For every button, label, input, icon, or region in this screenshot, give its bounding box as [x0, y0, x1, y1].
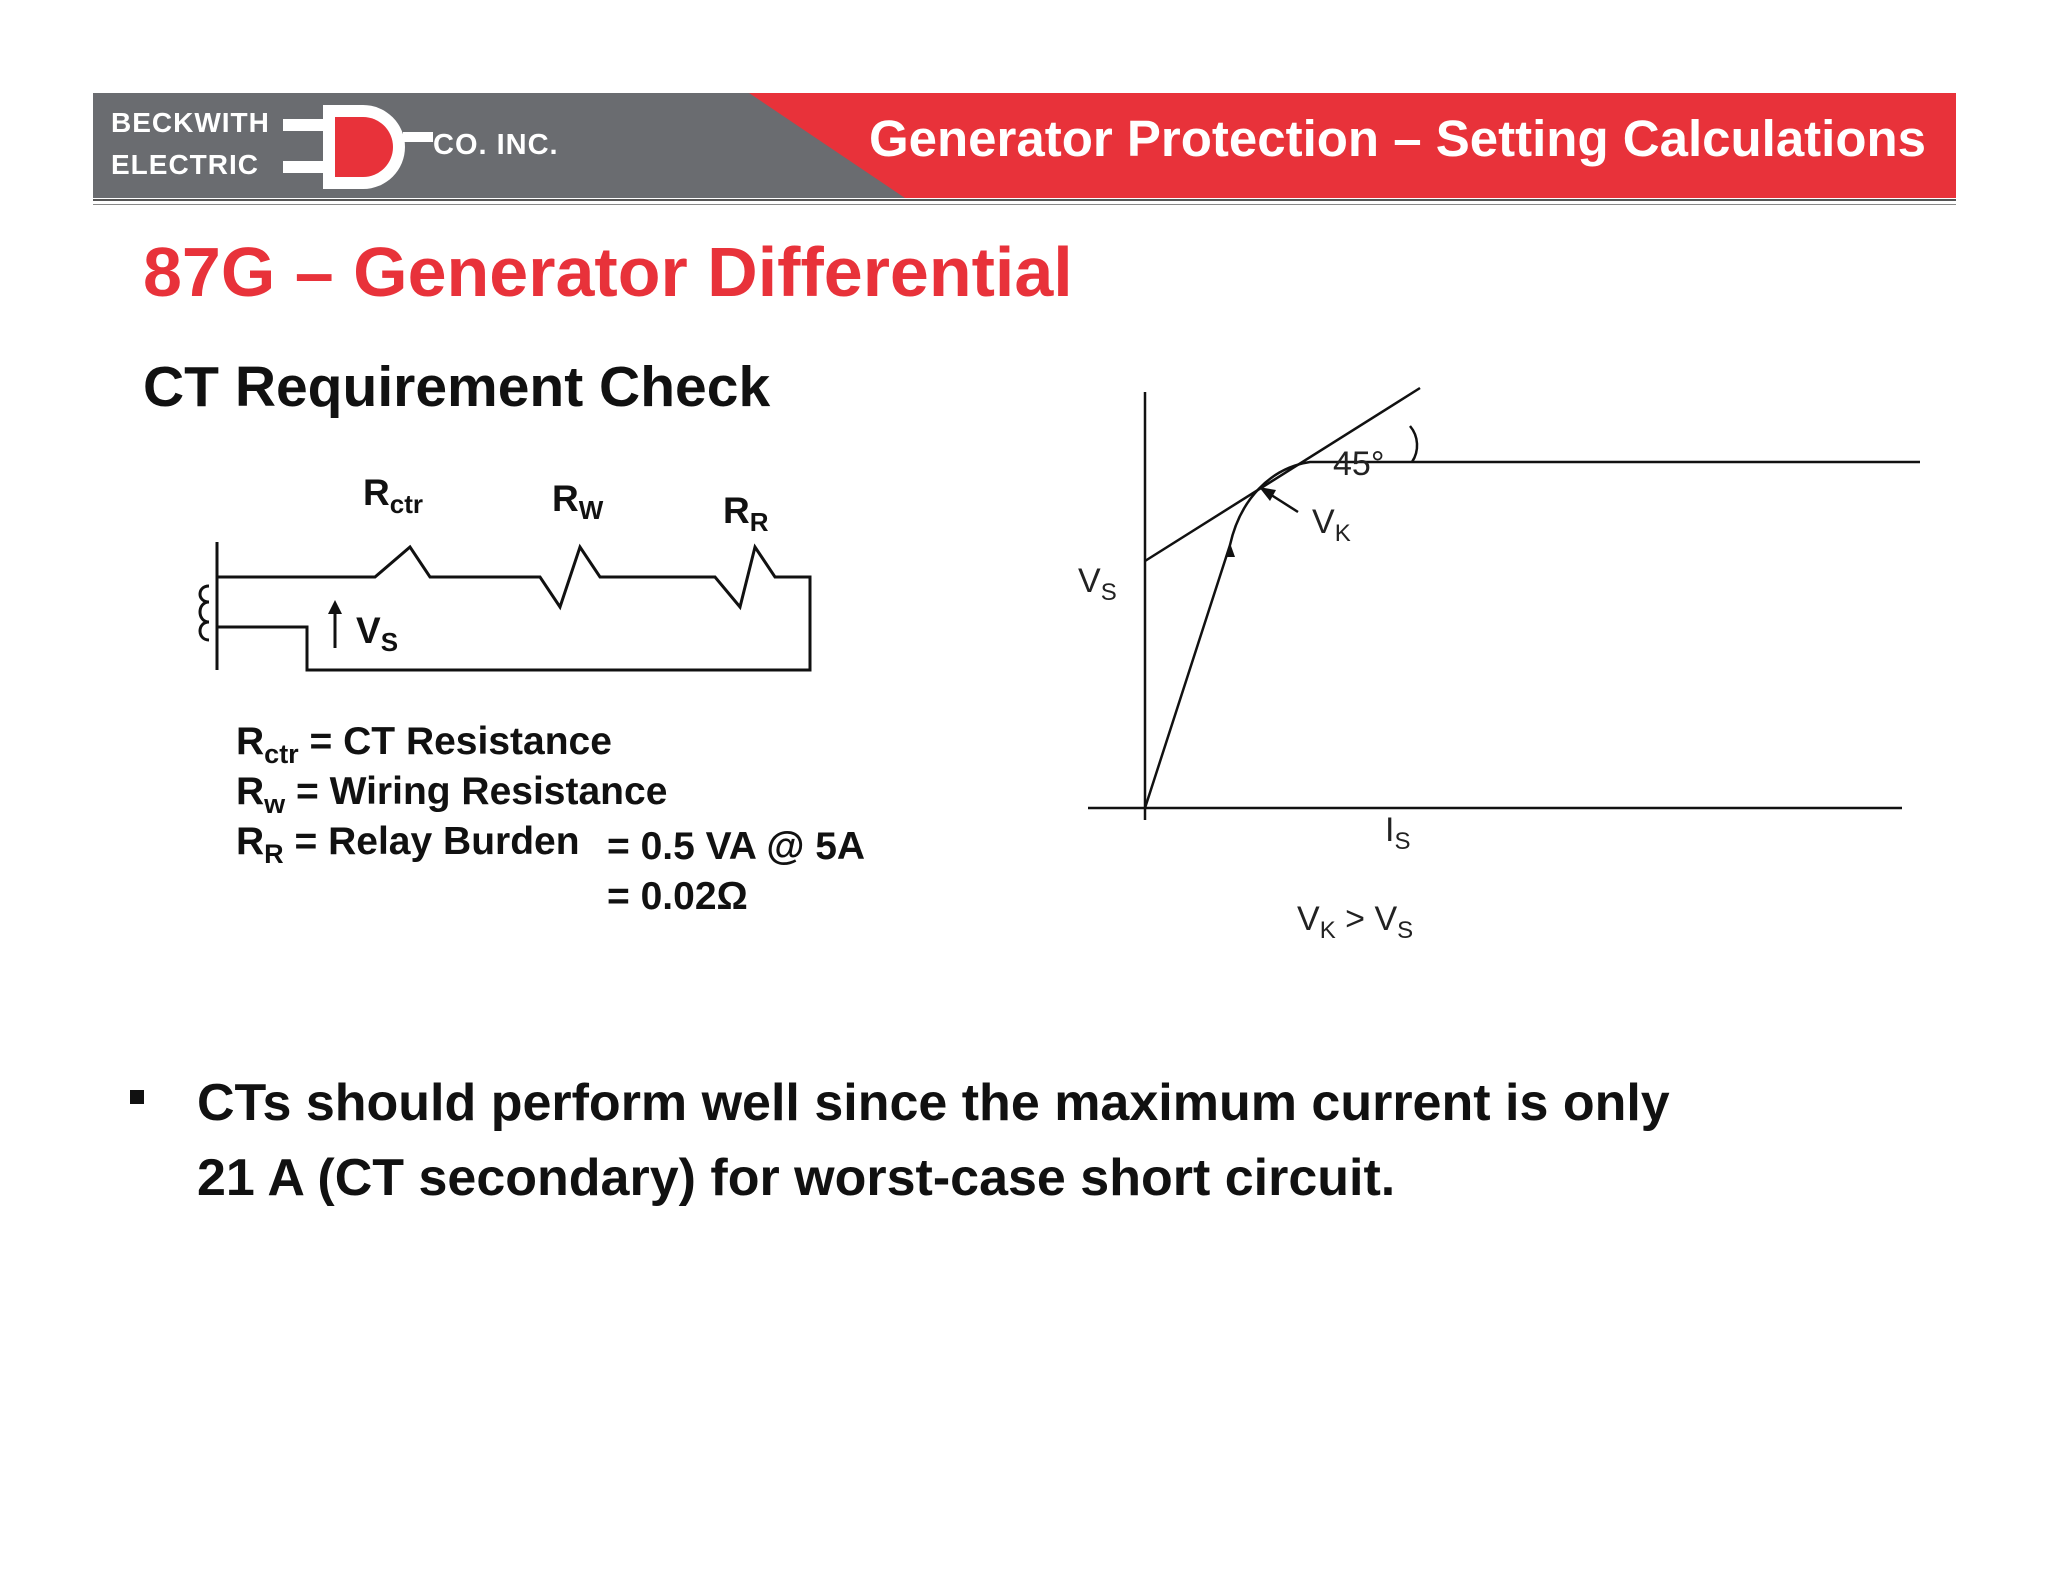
bullet-line-2: 21 A (CT secondary) for worst-case short circuit. — [197, 1149, 1396, 1207]
angle-arc — [1410, 426, 1417, 462]
vk-label: $V_K$ — [1312, 503, 1351, 547]
bullet-line-1: CTs should perform well since the maximum current is only — [197, 1074, 1670, 1132]
burden-value-va: = 0.5 VA @ 5A — [607, 825, 866, 868]
rctr-label: $R_{ctr}$ — [363, 472, 423, 519]
header-divider-thin — [93, 204, 1956, 205]
vs-circuit-label: $V_S$ — [356, 610, 399, 657]
slide-title: 87G – Generator Differential — [143, 233, 1073, 311]
logo-text-suffix: CO. INC. — [433, 129, 559, 161]
ct-winding-icon — [200, 586, 209, 640]
rr-label: $R_R$ — [723, 490, 769, 537]
vs-axis-label: $V_S$ — [1078, 562, 1117, 606]
definition-rw: $R_w$ = Wiring Resistance — [236, 770, 668, 819]
vk-pointer-head-icon — [1259, 487, 1276, 501]
angle-45-label: 45° — [1333, 445, 1385, 483]
bullet-point — [197, 1066, 1897, 1216]
vs-arrow-head-icon — [328, 600, 342, 614]
definition-rr: $R_R$ = Relay Burden — [236, 820, 580, 869]
definition-rctr: $R_{ctr}$ = CT Resistance — [236, 720, 612, 769]
burden-value-ohms: = 0.02Ω — [607, 875, 748, 918]
header-title: Generator Protection – Setting Calculations — [868, 110, 1926, 167]
header-divider — [93, 199, 1956, 201]
company-logo-d-icon — [283, 99, 433, 194]
header-banner — [93, 93, 1956, 198]
logo-text-line2: ELECTRIC — [111, 149, 259, 180]
vk-gt-vs-condition: $V_K > V_S$ — [1297, 900, 1414, 944]
ct-circuit-diagram — [195, 530, 835, 680]
bullet-square-icon — [130, 1090, 144, 1104]
excitation-curve-diagram — [1080, 380, 1930, 830]
rw-label: $R_W$ — [552, 478, 604, 525]
section-subtitle: CT Requirement Check — [143, 355, 771, 419]
curve-arrow-head-icon — [1225, 543, 1235, 557]
magnetizing-curve — [1145, 462, 1410, 808]
is-axis-label: $I_S$ — [1385, 811, 1411, 855]
circuit-top-wire — [217, 547, 810, 670]
logo-text-line1: BECKWITH — [111, 107, 270, 138]
